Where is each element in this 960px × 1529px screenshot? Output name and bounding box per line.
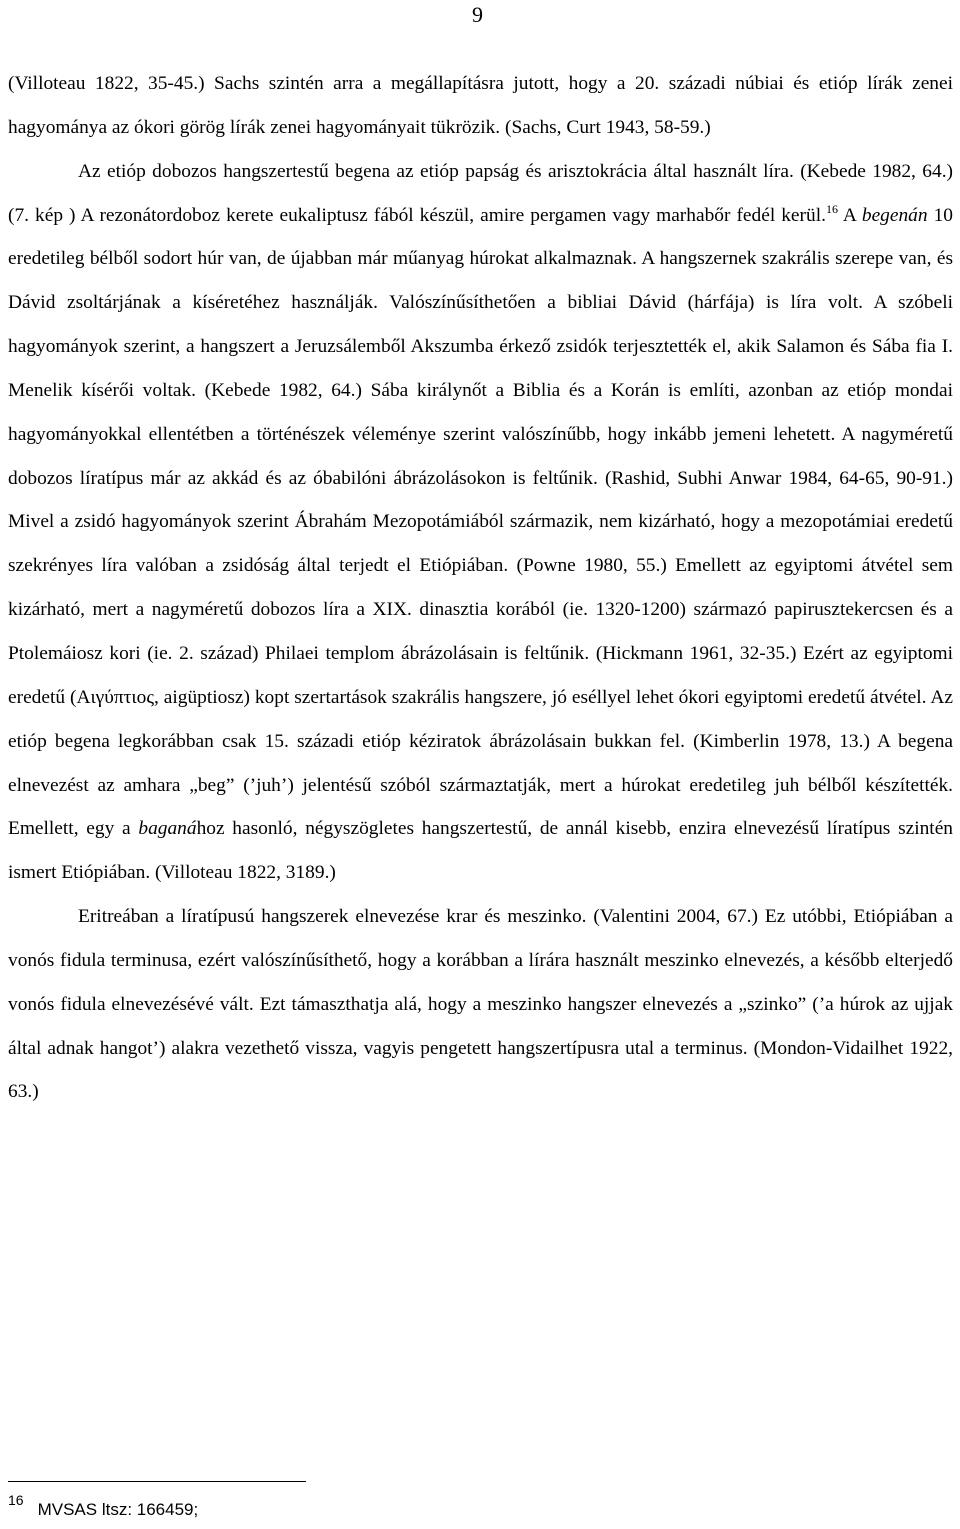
footnote-text: MVSAS ltsz: 166459;	[37, 1500, 199, 1519]
paragraph-2-italic-begenan: begenán	[861, 204, 928, 226]
body-text	[8, 62, 953, 1114]
footnote-divider	[8, 1481, 306, 1482]
footnote-reference[interactable]: 16	[825, 201, 838, 216]
paragraph-2-text-c: 10 eredetileg bélből sodort húr van, de újabban már műanyag húrokat alkalmaznak. A hangszernek szakrális szerepe van, és Dávid zsoltárjának a kíséretéhez használják. Valószínűsíthetően a bibliai Dávid (hárfája) is líra volt. A szóbeli hagyományok szerint, a hangszert a Jeruzsálemből Akszumba érkező zsidók terjesztették el, akik Salamon és Sába fia I. Menelik kísérői voltak. (Kebede 1982, 64.) Sába királynőt a Biblia és a Korán is említi, azonban az etióp mondai hagyományokkal ellentétben a történészek véleménye szerint valószínűbb, hogy inkább jemeni lehetett. A nagyméretű dobozos líratípus már az akkád és az óbabilóni ábrázolásokon is feltűnik. (Rashid, Subhi Anwar 1984, 64-65, 90-91.) Mivel a zsidó hagyományok szerint Ábrahám Mezopotámiából származik, nem kizárható, hogy a mezopotámiai eredetű szekrényes líra valóban a zsidóság által terjedt el Etiópiában. (Powne 1980, 55.) Emellett az egyiptomi átvétel sem kizárható, mert a nagyméretű dobozos líra a XIX. dinasztia korából (ie. 1320-1200) származó papirusztekercsen és a Ptolemáiosz kori (ie. 2. század) Philaei templom ábrázolásain is feltűnik. (Hickmann 1961, 32-35.) Ezért az egyiptomi eredetű (Αιγύπτιος, aigüptiosz) kopt szertartások szakrális hangszere, jó eséllyel lehet ókori egyiptomi eredetű átvétel. Az etióp begena legkorábban csak 15. századi etióp kéziratok ábrázolásain bukkan fel. (Kimberlin 1978, 13.) A begena elnevezést az amhara „beg” (’juh’) jelentésű szóból származtatják, mert a húrokat eredetileg juh bélből készítették. Emellett, egy a	[8, 204, 954, 840]
footnote	[8, 1492, 198, 1520]
page-number: 9	[472, 2, 483, 27]
paragraph-2-italic-bagana: baganá	[138, 818, 197, 840]
paragraph-1-text: (Villoteau 1822, 35-45.) Sachs szintén arra a megállapításra jutott, hogy a 20. századi núbiai és etióp lírák zenei hagyománya az ókori görög lírák zenei hagyományait tükrözik. (Sachs, Curt 1943, 58-59.)	[8, 73, 953, 138]
paragraph-3-text: Eritreában a líratípusú hangszerek elnevezése krar és meszinko. (Valentini 2004, 67.) Ez utóbbi, Etiópiában a vonós fidula terminusa, ezért valószínűsíthető, hogy a korábban a lírára használt meszinko elnevezés, a később elterjedő vonós fidula elnevezésévé vált. Ezt támaszthatja alá, hogy a meszinko hangszer elnevezés a „szinko” (’a húrok az ujjak által adnak hangot’) alakra vezethető vissza, vagyis pengetett hangszertípusra utal a terminus. (Mondon-Vidailhet 1922, 63.)	[8, 906, 953, 1103]
paragraph-2-text-a: Az etióp dobozos hangszertestű begena az etióp papság és arisztokrácia által használt líra. (Kebede 1982, 64.) (7. kép ) A rezonátordoboz kerete eukaliptusz fából készül, amire pergamen vagy marhabőr fedél kerül.	[8, 160, 953, 226]
paragraph-2-text-d: hoz hasonló, négyszögletes hangszertestű, de annál kisebb, enzira elnevezésű líratípus szintén ismert Etiópiában. (Villoteau 1822, 3189.)	[8, 818, 953, 884]
paragraph-2-text-b: A	[837, 204, 862, 226]
paragraph-1	[8, 62, 953, 150]
paragraph-2	[8, 150, 953, 895]
paragraph-3	[8, 895, 953, 1114]
footnote-mark: 16	[8, 1492, 24, 1508]
